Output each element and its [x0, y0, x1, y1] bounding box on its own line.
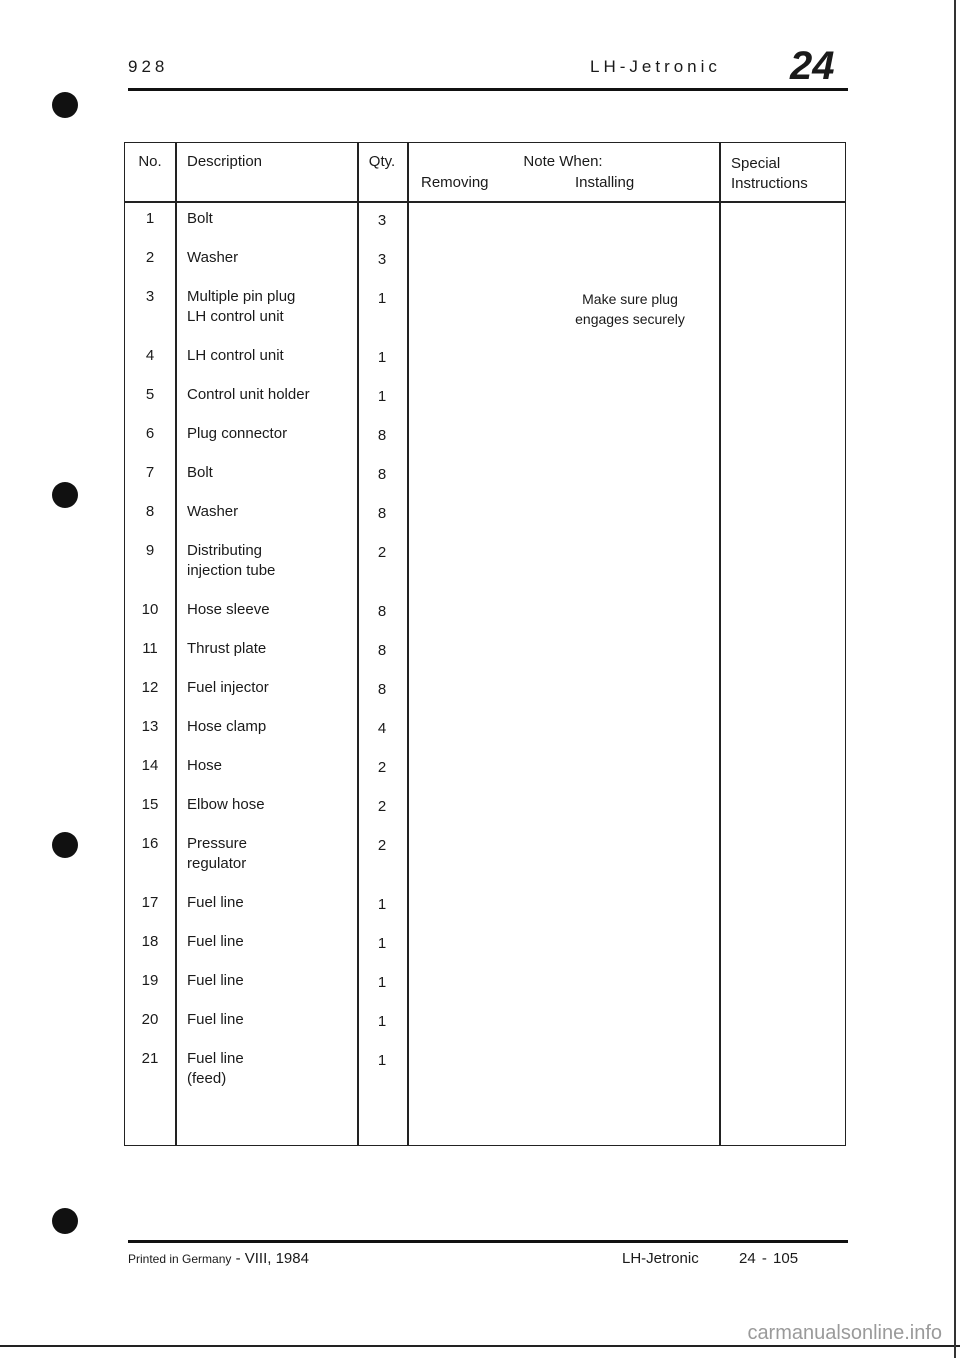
item-quantity: 4: [377, 720, 387, 737]
item-description: Elbow hose: [187, 796, 265, 813]
install-note: [520, 289, 740, 329]
item-quantity: 3: [377, 212, 387, 229]
footer-print-info: [128, 1250, 309, 1267]
header-title: LH-Jetronic: [590, 57, 721, 76]
item-quantity: 1: [377, 290, 387, 307]
item-number: 11: [142, 640, 158, 657]
item-number: 3: [145, 288, 155, 305]
item-description: Distributing: [187, 542, 263, 559]
item-number: 21: [141, 1050, 159, 1067]
install-note-line: engages securely: [575, 311, 685, 327]
item-number: 16: [141, 835, 159, 852]
item-number: 4: [145, 347, 155, 364]
item-quantity: 8: [377, 505, 387, 522]
item-number: 14: [141, 757, 159, 774]
item-number: 8: [145, 503, 155, 520]
column-divider: [175, 143, 177, 1145]
item-description: (feed): [187, 1070, 227, 1087]
binder-hole: [52, 1208, 78, 1234]
item-description: Fuel line: [187, 972, 244, 989]
binder-hole: [52, 482, 78, 508]
item-description: injection tube: [187, 562, 276, 579]
binder-hole: [52, 92, 78, 118]
item-quantity: 1: [377, 388, 387, 405]
item-description: Hose: [187, 757, 223, 774]
item-number: 2: [145, 249, 155, 266]
footer-section: LH-Jetronic: [622, 1250, 699, 1267]
item-description: Fuel line: [187, 1050, 244, 1067]
item-number: 5: [145, 386, 155, 403]
header-divider: [125, 201, 845, 203]
item-description: Bolt: [187, 464, 213, 481]
item-quantity: 1: [377, 1013, 387, 1030]
item-description: Washer: [187, 503, 239, 520]
item-quantity: 8: [377, 466, 387, 483]
item-number: 9: [145, 542, 155, 559]
chapter-number: 24: [790, 44, 835, 88]
scan-edge: [0, 1345, 960, 1347]
item-description: Hose clamp: [187, 718, 267, 735]
header-model: 928: [128, 57, 169, 76]
item-number: 1: [145, 210, 155, 227]
item-number: 13: [141, 718, 159, 735]
item-number: 15: [141, 796, 159, 813]
item-description: Multiple pin plug: [187, 288, 296, 305]
item-description: Plug connector: [187, 425, 288, 442]
item-quantity: 1: [377, 935, 387, 952]
item-quantity: 1: [377, 349, 387, 366]
watermark: carmanualsonline.info: [747, 1322, 942, 1344]
item-number: 17: [141, 894, 159, 911]
item-quantity: 8: [377, 427, 387, 444]
item-quantity: 8: [377, 603, 387, 620]
item-description: Pressure: [187, 835, 248, 852]
item-number: 6: [145, 425, 155, 442]
item-number: 20: [141, 1011, 159, 1028]
item-description: Fuel line: [187, 1011, 244, 1028]
footer-rule: [128, 1240, 848, 1243]
item-description: Bolt: [187, 210, 213, 227]
binder-hole: [52, 832, 78, 858]
item-number: 10: [141, 601, 159, 618]
item-quantity: 1: [377, 896, 387, 913]
print-date: - VIII, 1984: [235, 1250, 309, 1267]
item-quantity: 2: [377, 798, 387, 815]
item-quantity: 3: [377, 251, 387, 268]
column-divider: [407, 143, 409, 1145]
item-description: Hose sleeve: [187, 601, 270, 618]
item-number: 7: [145, 464, 155, 481]
item-quantity: 8: [377, 642, 387, 659]
item-description: regulator: [187, 855, 247, 872]
item-description: Fuel injector: [187, 679, 269, 696]
col-header-instructions: Instructions: [731, 175, 808, 192]
col-header-special: Special: [731, 155, 781, 172]
item-quantity: 2: [377, 759, 387, 776]
col-header-qty: Qty.: [368, 153, 396, 170]
item-quantity: 2: [377, 544, 387, 561]
item-description: LH control unit: [187, 308, 284, 325]
item-number: 12: [141, 679, 159, 696]
scan-edge: [954, 0, 956, 1358]
item-quantity: 1: [377, 1052, 387, 1069]
header-rule: [128, 88, 848, 91]
item-quantity: 2: [377, 837, 387, 854]
page-number: 24 - 105: [739, 1250, 799, 1267]
col-header-description: Description: [187, 153, 263, 170]
printed-in: Printed in Germany: [128, 1252, 232, 1266]
item-number: 19: [141, 972, 159, 989]
parts-table: [124, 142, 846, 1146]
item-description: Washer: [187, 249, 239, 266]
item-description: Fuel line: [187, 894, 244, 911]
footer-page-info: [622, 1250, 798, 1267]
col-header-no: No.: [138, 153, 162, 170]
col-header-removing: Removing: [421, 174, 489, 191]
item-quantity: 8: [377, 681, 387, 698]
item-quantity: 1: [377, 974, 387, 991]
item-description: Control unit holder: [187, 386, 310, 403]
item-description: LH control unit: [187, 347, 284, 364]
col-header-note-when: Note When:: [523, 153, 603, 170]
col-header-installing: Installing: [575, 174, 635, 191]
item-description: Fuel line: [187, 933, 244, 950]
item-number: 18: [141, 933, 159, 950]
install-note-line: Make sure plug: [582, 291, 678, 307]
item-description: Thrust plate: [187, 640, 267, 657]
